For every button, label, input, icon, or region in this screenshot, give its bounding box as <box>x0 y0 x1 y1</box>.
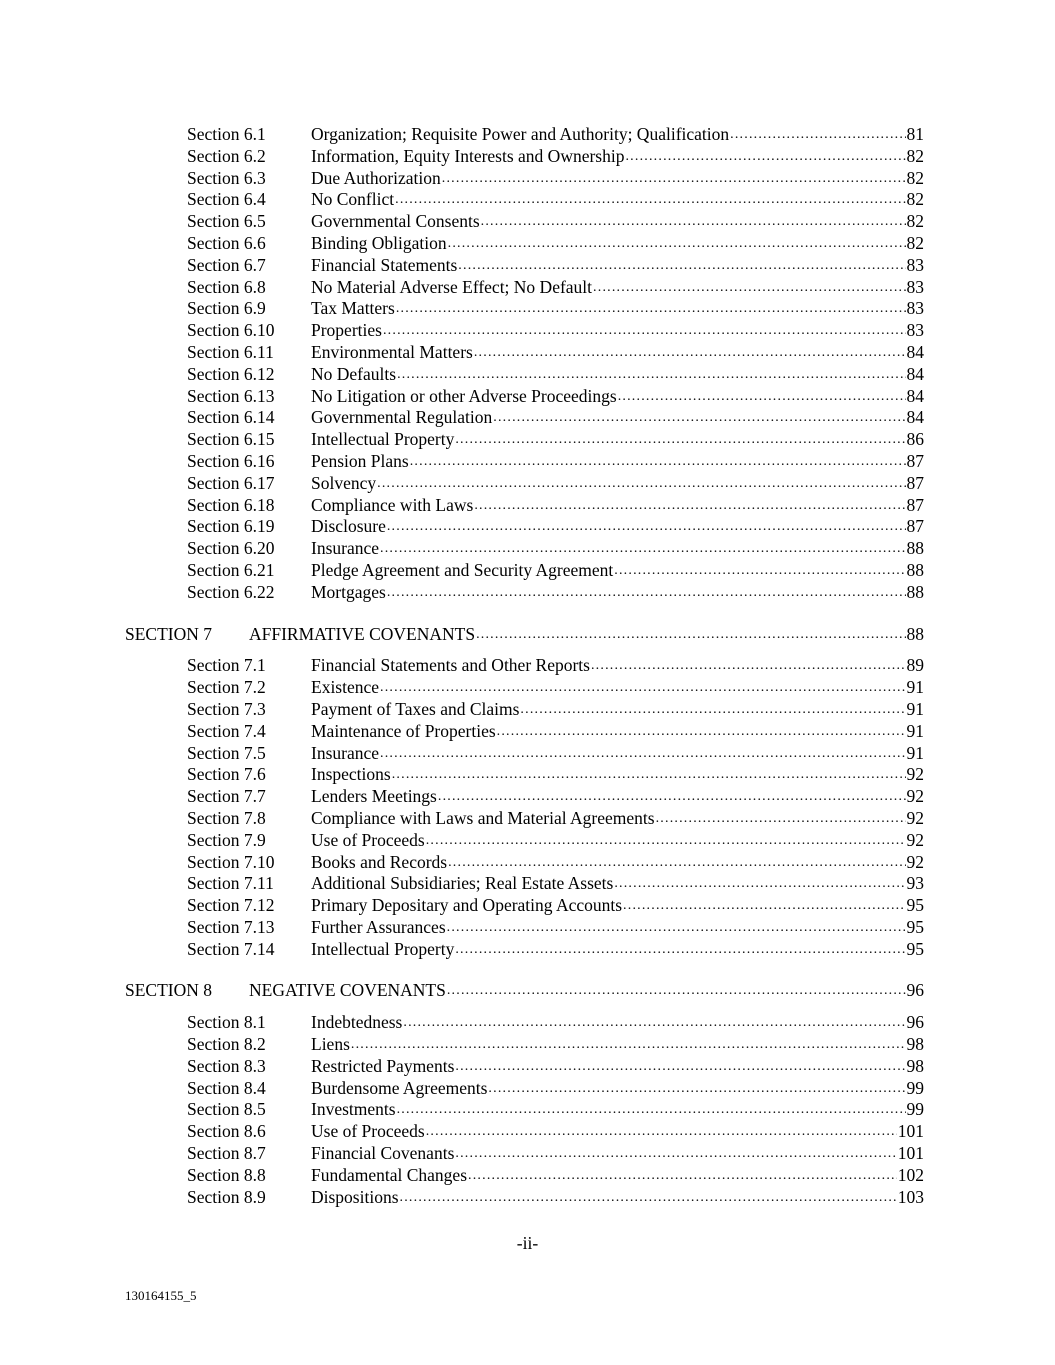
toc-section-group <box>0 624 1055 961</box>
toc-entry-line <box>311 1056 924 1078</box>
toc-entry-number: Section 7.12 <box>187 895 275 916</box>
toc-entry-line <box>311 808 924 830</box>
toc-entry <box>0 582 1055 604</box>
toc-entry-number: Section 6.2 <box>187 145 266 166</box>
toc-entry-title: Indebtedness <box>311 1012 403 1033</box>
toc-entry-number: Section 6.18 <box>187 494 275 515</box>
toc-entry-line <box>311 451 924 473</box>
toc-entry <box>0 364 1055 386</box>
dot-leader <box>468 1165 897 1187</box>
toc-entry <box>0 1078 1055 1100</box>
dot-leader <box>387 582 906 604</box>
toc-entry-number: Section 7.1 <box>187 655 266 676</box>
toc-entry-number: Section 6.8 <box>187 276 266 297</box>
toc-entry-title: Books and Records <box>311 851 448 872</box>
toc-entry-line <box>311 699 924 721</box>
toc-entry-title: Lenders Meetings <box>311 786 437 807</box>
toc-entry-line <box>311 320 924 342</box>
page-number: -ii- <box>516 1233 539 1253</box>
toc-entry <box>0 473 1055 495</box>
toc-entry-title: Compliance with Laws <box>311 494 474 515</box>
toc-entry-line <box>311 560 924 582</box>
dot-leader <box>474 495 905 517</box>
toc-entry-number: Section 8.6 <box>187 1121 266 1142</box>
toc-entry-title: Mortgages <box>311 581 386 602</box>
dot-leader <box>410 451 906 473</box>
toc-page-number: 103 <box>897 1186 924 1207</box>
toc-entry <box>0 808 1055 830</box>
toc-entry-line <box>311 895 924 917</box>
toc-entry-number: Section 8.8 <box>187 1164 266 1185</box>
toc-entry-line <box>311 233 924 255</box>
toc-entry-line <box>311 743 924 765</box>
toc-entry-title: Environmental Matters <box>311 341 473 362</box>
toc-entry-line <box>311 298 924 320</box>
toc-entry-line <box>311 1034 924 1056</box>
toc-page-number: 83 <box>906 298 924 319</box>
toc-entry-title: Maintenance of Properties <box>311 720 496 741</box>
toc-entry-title: Disclosure <box>311 516 386 537</box>
toc-section-group <box>0 124 1055 604</box>
dot-leader <box>377 473 905 495</box>
toc-entry <box>0 538 1055 560</box>
toc-entry <box>0 1099 1055 1121</box>
toc-entry-line <box>311 495 924 517</box>
toc-entry <box>0 1143 1055 1165</box>
dot-leader <box>351 1034 906 1056</box>
toc-entry-line <box>311 342 924 364</box>
toc-entry <box>0 429 1055 451</box>
toc-entry-number: Section 7.10 <box>187 851 275 872</box>
dot-leader <box>397 364 905 386</box>
toc-entry-line <box>311 786 924 808</box>
toc-page-number: 91 <box>906 742 924 763</box>
dot-leader <box>387 516 906 538</box>
toc-entry-number: Section 6.15 <box>187 429 275 450</box>
toc-entry <box>0 516 1055 538</box>
toc-entry-number: Section 7.7 <box>187 786 266 807</box>
toc-entry <box>0 764 1055 786</box>
dot-leader <box>455 1056 905 1078</box>
toc-entry-title: Solvency <box>311 472 377 493</box>
toc-entry-title: Properties <box>311 320 382 341</box>
toc-entry-title: Dispositions <box>311 1186 399 1207</box>
toc-entry-line <box>249 624 924 646</box>
toc-entry-title: Intellectual Property <box>311 938 455 959</box>
toc-page-number: 82 <box>906 211 924 232</box>
toc-entry-number: Section 6.7 <box>187 254 266 275</box>
toc-page-number: 92 <box>906 851 924 872</box>
dot-leader <box>380 743 905 765</box>
dot-leader <box>623 895 905 917</box>
dot-leader <box>397 1099 906 1121</box>
toc-page-number: 95 <box>906 895 924 916</box>
toc-entry-number: Section 8.4 <box>187 1077 266 1098</box>
toc-entry-title: Tax Matters <box>311 298 395 319</box>
toc-entry <box>0 342 1055 364</box>
toc-entry-line <box>311 1099 924 1121</box>
toc-entry <box>0 320 1055 342</box>
dot-leader <box>447 980 906 1002</box>
toc-page-number: 87 <box>906 494 924 515</box>
dot-leader <box>625 146 905 168</box>
toc-entry-line <box>311 429 924 451</box>
dot-leader <box>591 655 906 677</box>
dot-leader <box>730 124 905 146</box>
toc-entry <box>0 743 1055 765</box>
toc-entry <box>0 873 1055 895</box>
toc-entry <box>0 407 1055 429</box>
toc-entry-line <box>311 189 924 211</box>
toc-entry-number: Section 8.5 <box>187 1099 266 1120</box>
toc-entry-title: Binding Obligation <box>311 232 447 253</box>
section-heading <box>0 980 1055 1002</box>
toc-entry <box>0 277 1055 299</box>
toc-entry <box>0 495 1055 517</box>
toc-entry-line <box>311 277 924 299</box>
section-heading-title: NEGATIVE COVENANTS <box>249 980 446 1001</box>
toc-entry-line <box>311 516 924 538</box>
toc-page-number: 87 <box>906 472 924 493</box>
dot-leader <box>614 873 905 895</box>
toc-entry-title: Information, Equity Interests and Ownership <box>311 145 625 166</box>
toc-entry-title: Due Authorization <box>311 167 441 188</box>
toc-entry-number: Section 7.4 <box>187 720 266 741</box>
toc-entry-line <box>311 917 924 939</box>
toc-entry-number: Section 6.4 <box>187 189 266 210</box>
toc-entry-number: Section 6.3 <box>187 167 266 188</box>
toc-page-number: 88 <box>906 559 924 580</box>
dot-leader <box>380 677 905 699</box>
toc-entry-title: Primary Depositary and Operating Accounts <box>311 895 623 916</box>
toc-entry-line <box>311 124 924 146</box>
toc-page-number: 96 <box>906 1012 924 1033</box>
toc-entry-title: Compliance with Laws and Material Agreements <box>311 807 655 828</box>
toc-entry-line <box>311 852 924 874</box>
toc-entry <box>0 1012 1055 1034</box>
toc-entry-title: Liens <box>311 1034 350 1055</box>
toc-entry-line <box>311 1187 924 1209</box>
toc-page-number: 83 <box>906 276 924 297</box>
toc-entry-number: Section 7.8 <box>187 807 266 828</box>
toc-page-number: 101 <box>897 1143 924 1164</box>
toc-entry <box>0 451 1055 473</box>
toc-entry <box>0 189 1055 211</box>
toc-page-number: 84 <box>906 363 924 384</box>
toc-page-number: 95 <box>906 916 924 937</box>
toc-entry <box>0 233 1055 255</box>
dot-leader <box>593 277 905 299</box>
toc-entry-number: Section 7.2 <box>187 677 266 698</box>
toc-section-group <box>0 980 1055 1208</box>
toc-page-number: 88 <box>906 538 924 559</box>
toc-entry <box>0 677 1055 699</box>
toc-page-number: 84 <box>906 385 924 406</box>
toc-entry-title: Additional Subsidiaries; Real Estate Assets <box>311 873 614 894</box>
toc-entry <box>0 1165 1055 1187</box>
dot-leader <box>383 320 906 342</box>
toc-entry <box>0 560 1055 582</box>
toc-entry <box>0 1187 1055 1209</box>
toc-entry-number: Section 6.17 <box>187 472 275 493</box>
toc-entry-title: Intellectual Property <box>311 429 455 450</box>
toc-entry-number: Section 6.20 <box>187 538 275 559</box>
toc-entry-line <box>311 407 924 429</box>
toc-page-number: 84 <box>906 341 924 362</box>
toc-entry-line <box>311 1165 924 1187</box>
toc-entry-line <box>311 211 924 233</box>
toc-page-number: 91 <box>906 698 924 719</box>
toc-page-number: 83 <box>906 320 924 341</box>
section-heading <box>0 624 1055 646</box>
dot-leader <box>438 786 906 808</box>
dot-leader <box>614 560 905 582</box>
dot-leader <box>400 1187 897 1209</box>
toc-entry-title: Use of Proceeds <box>311 829 425 850</box>
toc-entry-line <box>311 386 924 408</box>
toc-entry-number: Section 7.13 <box>187 916 275 937</box>
toc-entry-number: Section 6.6 <box>187 232 266 253</box>
toc-entry-line <box>311 830 924 852</box>
dot-leader <box>392 764 906 786</box>
toc-page-number: 81 <box>906 124 924 144</box>
toc-page-number: 91 <box>906 677 924 698</box>
table-of-contents <box>0 124 1055 1208</box>
toc-entry-number: Section 6.21 <box>187 559 275 580</box>
toc-entry-number: Section 6.9 <box>187 298 266 319</box>
toc-entry-title: Payment of Taxes and Claims <box>311 698 520 719</box>
toc-entry-number: Section 6.14 <box>187 407 275 428</box>
toc-entry-title: Use of Proceeds <box>311 1121 425 1142</box>
dot-leader <box>447 917 906 939</box>
toc-entry-line <box>311 538 924 560</box>
toc-entry-title: No Material Adverse Effect; No Default <box>311 276 593 297</box>
dot-leader <box>474 342 906 364</box>
toc-entry <box>0 939 1055 961</box>
toc-entry <box>0 917 1055 939</box>
toc-entry-line <box>311 873 924 895</box>
toc-entry <box>0 895 1055 917</box>
toc-entry <box>0 786 1055 808</box>
toc-entry-number: Section 6.16 <box>187 450 275 471</box>
toc-entry-line <box>249 980 924 1002</box>
toc-entry-number: Section 6.22 <box>187 581 275 602</box>
toc-entry-line <box>311 1121 924 1143</box>
toc-page-number: 88 <box>906 581 924 602</box>
toc-entry-title: Governmental Regulation <box>311 407 493 428</box>
toc-page-number: 88 <box>906 623 924 644</box>
toc-page-number: 82 <box>906 145 924 166</box>
toc-entry-title: Insurance <box>311 538 380 559</box>
toc-page-number: 84 <box>906 407 924 428</box>
toc-entry-line <box>311 1078 924 1100</box>
toc-entry <box>0 699 1055 721</box>
toc-entry <box>0 386 1055 408</box>
toc-entry <box>0 1056 1055 1078</box>
toc-page-number: 93 <box>906 873 924 894</box>
toc-entry-number: Section 6.12 <box>187 363 275 384</box>
toc-entry-title: Financial Statements and Other Reports <box>311 655 590 676</box>
toc-entry-line <box>311 939 924 961</box>
toc-page-number: 92 <box>906 786 924 807</box>
toc-entry-line <box>311 364 924 386</box>
toc-page-number: 82 <box>906 189 924 210</box>
toc-entry-title: No Litigation or other Adverse Proceedings <box>311 385 617 406</box>
toc-entry-number: Section 6.10 <box>187 320 275 341</box>
toc-entry-title: Fundamental Changes <box>311 1164 468 1185</box>
dot-leader <box>395 189 905 211</box>
toc-entry-title: Restricted Payments <box>311 1055 455 1076</box>
toc-entry-line <box>311 473 924 495</box>
toc-page-number: 87 <box>906 516 924 537</box>
toc-entry-line <box>311 146 924 168</box>
toc-entry-line <box>311 1012 924 1034</box>
toc-entry-number: Section 6.1 <box>187 124 266 144</box>
toc-entry <box>0 255 1055 277</box>
dot-leader <box>455 429 905 451</box>
toc-page-number: 92 <box>906 764 924 785</box>
toc-entry-title: Governmental Consents <box>311 211 480 232</box>
dot-leader <box>481 211 906 233</box>
document-id: 130164155_5 <box>125 1288 197 1303</box>
toc-entry-line <box>311 721 924 743</box>
toc-page-number: 92 <box>906 807 924 828</box>
toc-entry-number: Section 8.9 <box>187 1186 266 1207</box>
dot-leader <box>426 1121 897 1143</box>
toc-page-number: 99 <box>906 1099 924 1120</box>
section-heading-number: SECTION 7 <box>125 623 213 644</box>
dot-leader <box>488 1078 905 1100</box>
toc-entry-line <box>311 255 924 277</box>
toc-page-number: 98 <box>906 1055 924 1076</box>
dot-leader <box>455 939 905 961</box>
toc-entry <box>0 830 1055 852</box>
dot-leader <box>493 407 905 429</box>
toc-entry-title: Pledge Agreement and Security Agreement <box>311 559 614 580</box>
dot-leader <box>442 168 906 190</box>
toc-entry-number: Section 7.5 <box>187 742 266 763</box>
toc-entry-title: Organization; Requisite Power and Authority; Qualification <box>311 124 730 144</box>
toc-page-number: 83 <box>906 254 924 275</box>
dot-leader <box>380 538 905 560</box>
toc-entry-title: Financial Statements <box>311 254 458 275</box>
toc-page-number: 91 <box>906 720 924 741</box>
toc-entry <box>0 146 1055 168</box>
toc-entry-number: Section 7.3 <box>187 698 266 719</box>
section-heading-number: SECTION 8 <box>125 980 213 1001</box>
toc-entry-title: Financial Covenants <box>311 1143 455 1164</box>
toc-entry-title: Investments <box>311 1099 396 1120</box>
toc-page-number: 82 <box>906 232 924 253</box>
toc-entry-title: Inspections <box>311 764 391 785</box>
toc-page-number: 82 <box>906 167 924 188</box>
toc-entry <box>0 168 1055 190</box>
toc-entry-title: Insurance <box>311 742 380 763</box>
toc-entry-number: Section 8.1 <box>187 1012 266 1033</box>
toc-page-number: 86 <box>906 429 924 450</box>
toc-page-number: 99 <box>906 1077 924 1098</box>
toc-entry-line <box>311 1143 924 1165</box>
dot-leader <box>458 255 905 277</box>
toc-page-number: 101 <box>897 1121 924 1142</box>
toc-entry <box>0 124 1055 146</box>
toc-page-number: 87 <box>906 450 924 471</box>
dot-leader <box>656 808 906 830</box>
dot-leader <box>403 1012 905 1034</box>
dot-leader <box>520 699 905 721</box>
toc-entry <box>0 655 1055 677</box>
toc-entry-number: Section 8.3 <box>187 1055 266 1076</box>
toc-entry-number: Section 6.11 <box>187 341 274 362</box>
dot-leader <box>455 1143 896 1165</box>
dot-leader <box>476 624 905 646</box>
dot-leader <box>497 721 906 743</box>
toc-entry <box>0 211 1055 233</box>
toc-entry <box>0 1034 1055 1056</box>
dot-leader <box>426 830 906 852</box>
dot-leader <box>448 852 905 874</box>
dot-leader <box>448 233 906 255</box>
toc-entry-number: Section 7.14 <box>187 938 275 959</box>
toc-entry <box>0 852 1055 874</box>
toc-entry <box>0 721 1055 743</box>
toc-entry-title: Existence <box>311 677 380 698</box>
toc-page-number: 89 <box>906 655 924 676</box>
toc-entry-number: Section 8.2 <box>187 1034 266 1055</box>
toc-entry-title: Burdensome Agreements <box>311 1077 488 1098</box>
toc-entry-title: No Conflict <box>311 189 395 210</box>
toc-entry-line <box>311 677 924 699</box>
toc-entry-line <box>311 655 924 677</box>
toc-page-number: 96 <box>906 980 924 1001</box>
toc-entry-title: Pension Plans <box>311 450 409 471</box>
toc-entry-number: Section 6.19 <box>187 516 275 537</box>
toc-entry <box>0 298 1055 320</box>
toc-page-number: 95 <box>906 938 924 959</box>
toc-entry <box>0 1121 1055 1143</box>
dot-leader <box>396 298 906 320</box>
toc-entry-title: Further Assurances <box>311 916 446 937</box>
toc-page-number: 98 <box>906 1034 924 1055</box>
toc-entry-line <box>311 764 924 786</box>
toc-page-number: 102 <box>897 1164 924 1185</box>
toc-entry-number: Section 7.11 <box>187 873 274 894</box>
toc-entry-number: Section 6.5 <box>187 211 266 232</box>
dot-leader <box>618 386 906 408</box>
toc-entry-number: Section 6.13 <box>187 385 275 406</box>
toc-entry-number: Section 7.6 <box>187 764 266 785</box>
section-heading-title: AFFIRMATIVE COVENANTS <box>249 623 476 644</box>
toc-entry-number: Section 8.7 <box>187 1143 266 1164</box>
toc-entry-number: Section 7.9 <box>187 829 266 850</box>
toc-entry-line <box>311 168 924 190</box>
toc-entry-line <box>311 582 924 604</box>
toc-page-number: 92 <box>906 829 924 850</box>
toc-entry-title: No Defaults <box>311 363 397 384</box>
